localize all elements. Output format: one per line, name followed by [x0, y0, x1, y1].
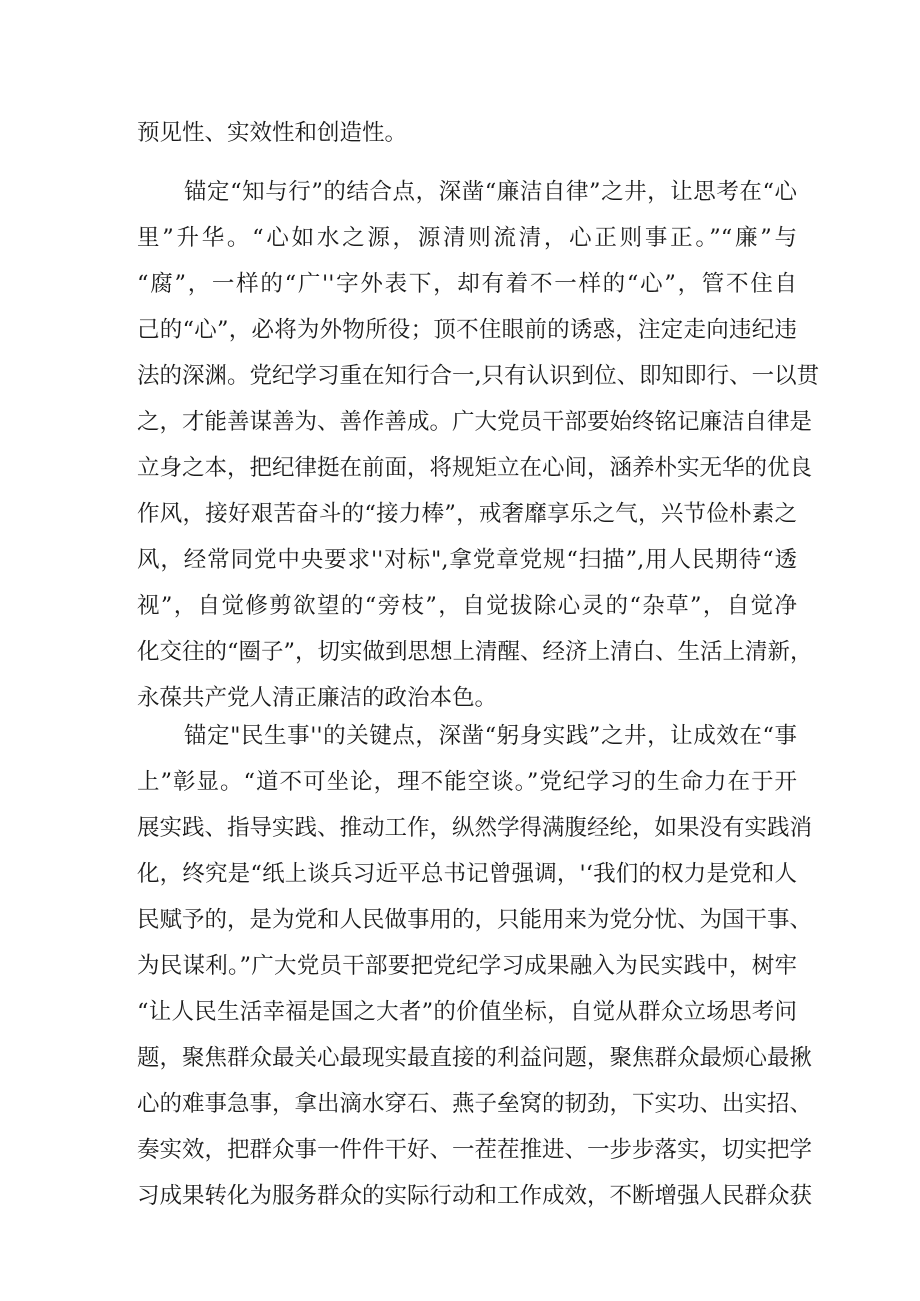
text-line: “让人民生活幸福是国之大者”的价值坐标，自觉从群众立场思考问	[137, 999, 797, 1025]
text-line: 展实践、指导实践、推动工作，纵然学得满腹经纶，如果没有实践消	[137, 815, 813, 841]
text-line: 习成果转化为服务群众的实际行动和工作成效，不断增强人民群众获	[137, 1183, 813, 1209]
text-line: 己的“心”，必将为外物所役；顶不住眼前的诱惑，注定走向违纪违	[137, 317, 797, 343]
text-line: 立身之本，把纪律挺在前面，将规矩立在心间，涵养朴实无华的优良	[137, 455, 813, 481]
text-line: 上”彰显。“道不可坐论，理不能空谈。”党纪学习的生命力在于开	[137, 769, 797, 795]
text-line: 民赋予的，是为党和人民做事用的，只能用来为党分忧、为国干事、	[137, 907, 813, 933]
text-line: 风，经常同党中央要求''对标",拿党章党规“扫描”,用人民期待“透	[137, 547, 797, 573]
text-line: 锚定“知与行”的结合点，深凿“廉洁自律”之井，让思考在“心	[184, 179, 797, 205]
text-line: 化交往的“圈子”，切实做到思想上清醒、经济上清白、生活上清新，	[137, 639, 813, 665]
text-line: 作风，接好艰苦奋斗的“接力棒”，戒奢靡享乐之气，兴节俭朴素之	[137, 501, 797, 527]
text-line: 之，才能善谋善为、善作善成。广大党员干部要始终铭记廉洁自律是	[137, 409, 813, 435]
text-line: “腐”，一样的“广''字外表下，却有着不一样的“心”，管不住自	[137, 271, 797, 297]
text-line: 奏实效，把群众事一件件干好、一茬茬推进、一步步落实，切实把学	[137, 1137, 813, 1163]
text-line: 题，聚焦群众最关心最现实最直接的利益问题，聚焦群众最烦心最揪	[137, 1045, 813, 1071]
text-line: 预见性、实效性和创造性。	[137, 120, 408, 146]
text-line: 锚定"民生事''的关键点，深凿“躬身实践”之井，让成效在“事	[184, 723, 797, 749]
text-line: 化，终究是“纸上谈兵习近平总书记曾强调，'‘我们的权力是党和人	[137, 861, 797, 887]
text-line: 里”升华。“心如水之源，源清则流清，心正则事正。”“廉”与	[137, 225, 797, 251]
text-line: 为民谋利。”广大党员干部要把党纪学习成果融入为民实践中，树牢	[137, 953, 797, 979]
text-line: 永葆共产党人清正廉洁的政治本色。	[137, 685, 498, 711]
text-line: 法的深渊。党纪学习重在知行合一,只有认识到位、即知即行、一以贯	[137, 363, 820, 389]
text-line: 心的难事急事，拿出滴水穿石、燕子垒窝的韧劲，下实功、出实招、	[137, 1091, 813, 1117]
text-line: 视”，自觉修剪欲望的“旁枝”，自觉拔除心灵的“杂草”，自觉净	[137, 593, 797, 619]
